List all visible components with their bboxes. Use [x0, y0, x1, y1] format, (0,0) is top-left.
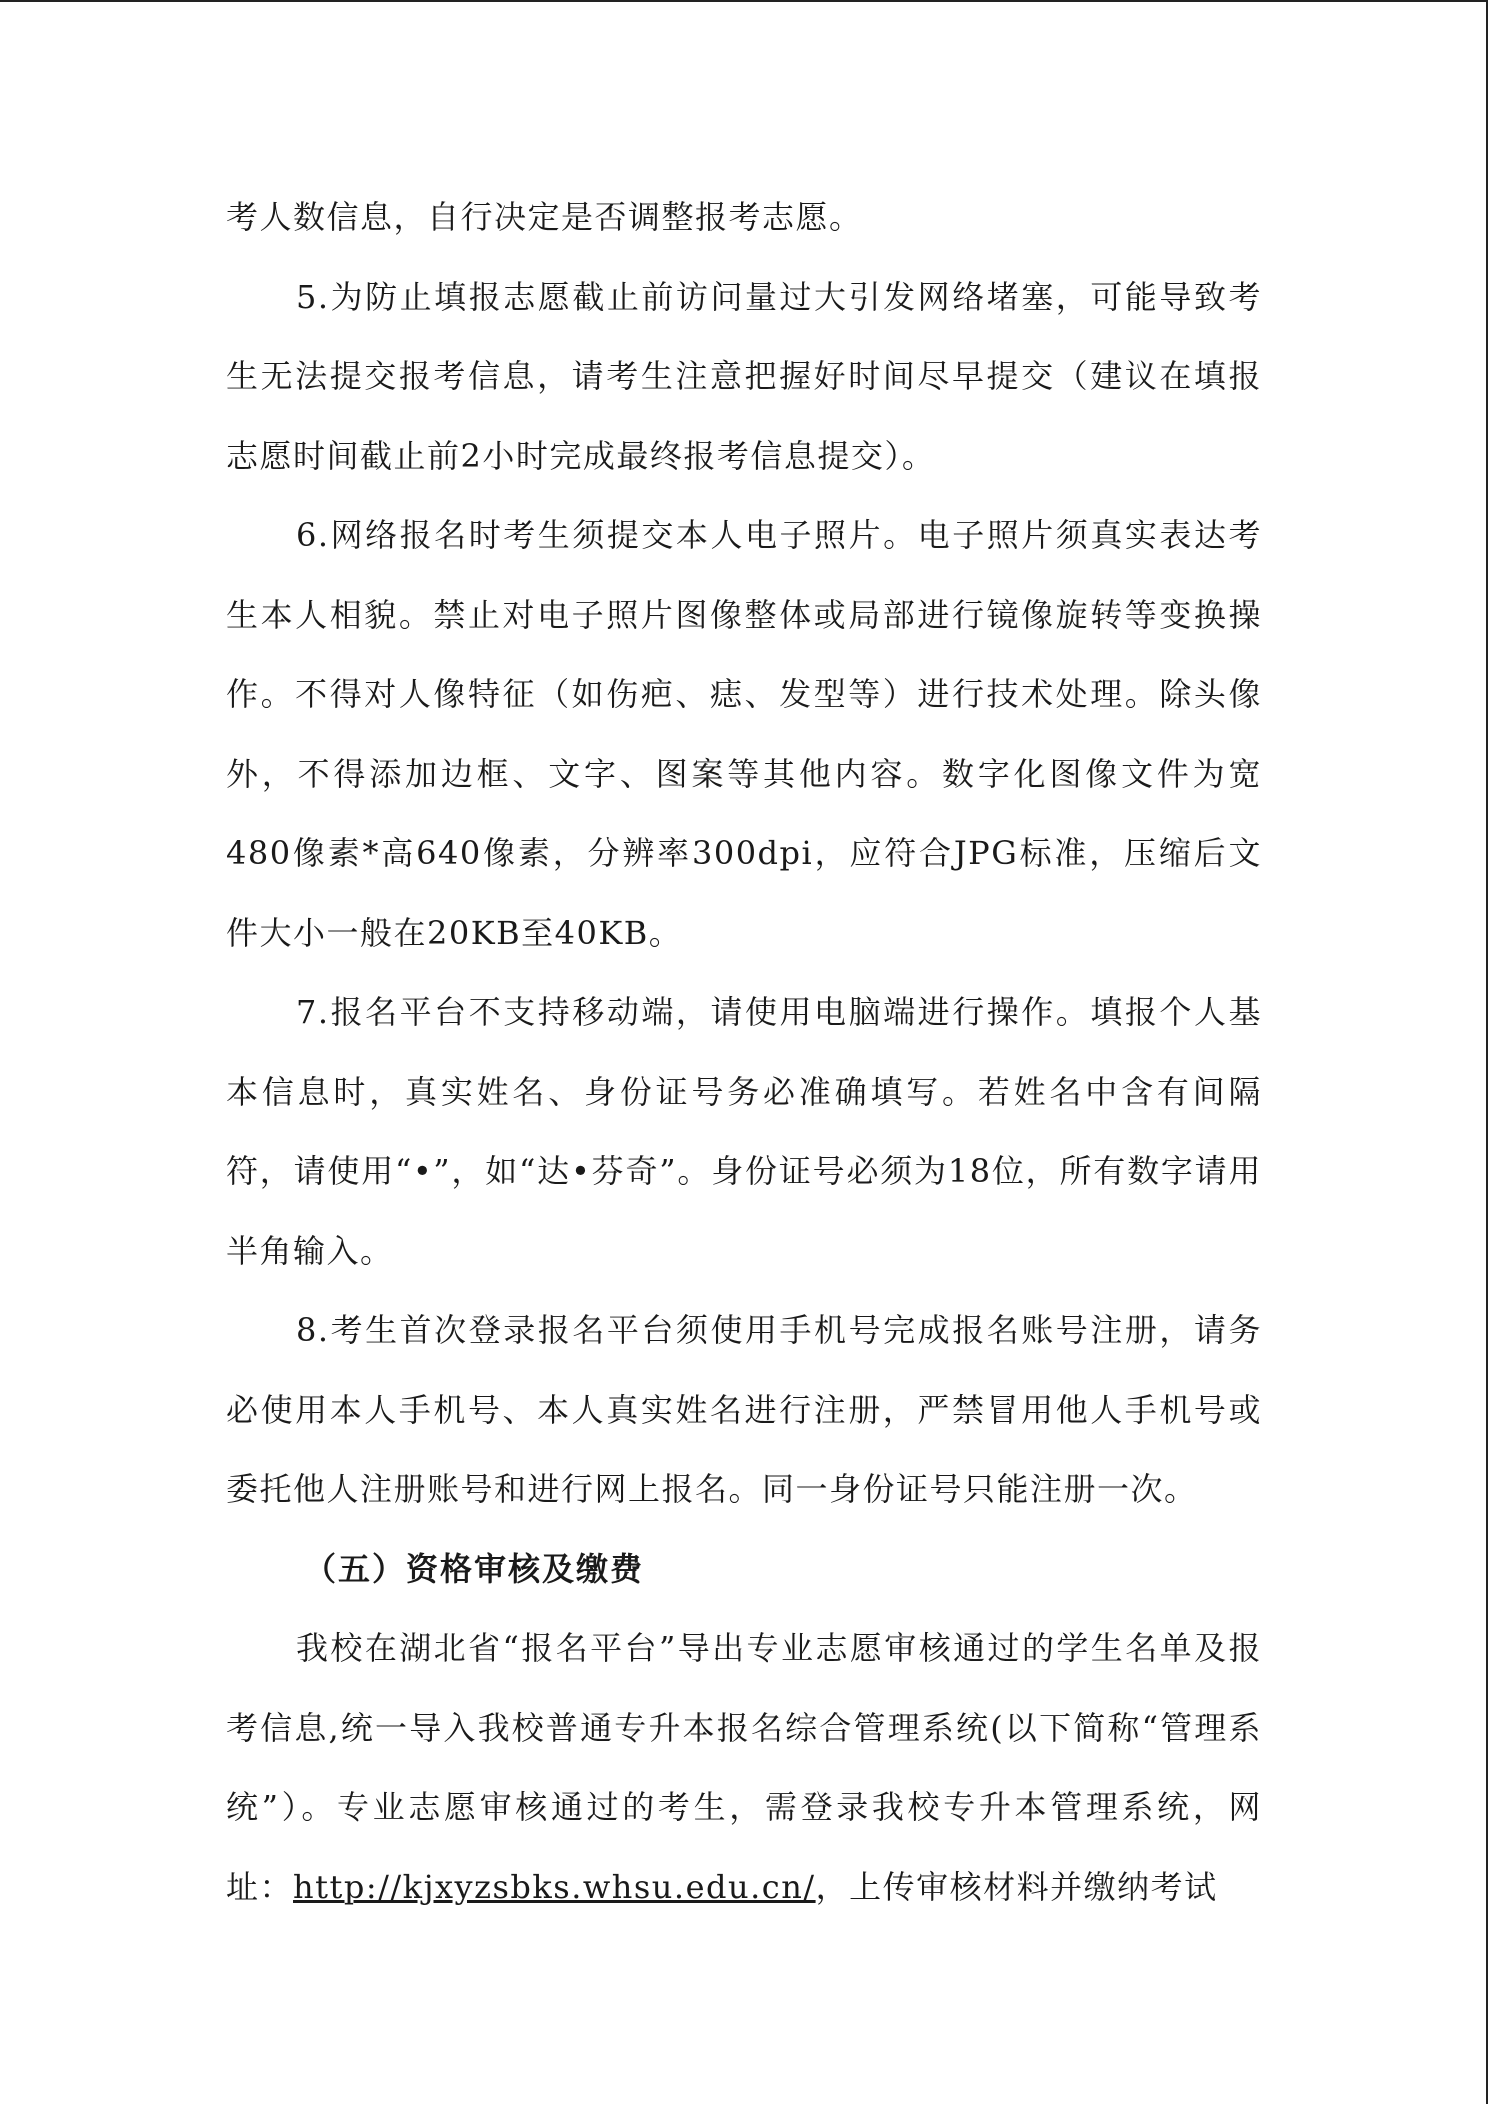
- paragraph-continuation: 考人数信息，自行决定是否调整报考志愿。: [226, 198, 863, 236]
- page-border-top: [0, 0, 1488, 2]
- paragraph-qualification: [226, 1609, 1262, 1927]
- section-heading: （五）资格审核及缴费: [304, 1549, 645, 1588]
- paragraph-item-5: 5.为防止填报志愿截止前访问量过大引发网络堵塞，可能导致考生无法提交报考信息，请考生注意把握好时间尽早提交（建议在填报志愿时间截止前2小时完成最终报考信息提交）。: [226, 277, 1262, 475]
- paragraph-item-7: 7.报名平台不支持移动端，请使用电脑端进行操作。填报个人基本信息时，真实姓名、身份证号务必准确填写。若姓名中含有间隔符，请使用“•”，如“达•芬奇”。身份证号必须为18位，所有数字请用半角输入。: [226, 993, 1262, 1270]
- paragraph-qualification-tail: ，上传审核材料并缴纳考试: [815, 1867, 1218, 1906]
- management-system-link[interactable]: http://kjxyzsbks.whsu.edu.cn/: [293, 1867, 816, 1906]
- document-body: [226, 178, 1262, 1927]
- paragraph-qualification-text: 我校在湖北省“报名平台”导出专业志愿审核通过的学生名单及报考信息,统一导入我校普通专升本报名综合管理系统(以下简称“管理系统”）。专业志愿审核通过的考生，需登录我校专升本管理系统，网址：: [226, 1629, 1262, 1906]
- paragraph-item-8: 8.考生首次登录报名平台须使用手机号完成报名账号注册，请务必使用本人手机号、本人真实姓名进行注册，严禁冒用他人手机号或委托他人注册账号和进行网上报名。同一身份证号只能注册一次。: [226, 1311, 1262, 1508]
- paragraph-item-6: 6.网络报名时考生须提交本人电子照片。电子照片须真实表达考生本人相貌。禁止对电子照片图像整体或局部进行镜像旋转等变换操作。不得对人像特征（如伤疤、痣、发型等）进行技术处理。除头像外，不得添加边框、文字、图案等其他内容。数字化图像文件为宽480像素*高640像素，分辨率300dpi，应符合JPG标准，压缩后文件大小一般在20KB至40KB。: [226, 516, 1262, 952]
